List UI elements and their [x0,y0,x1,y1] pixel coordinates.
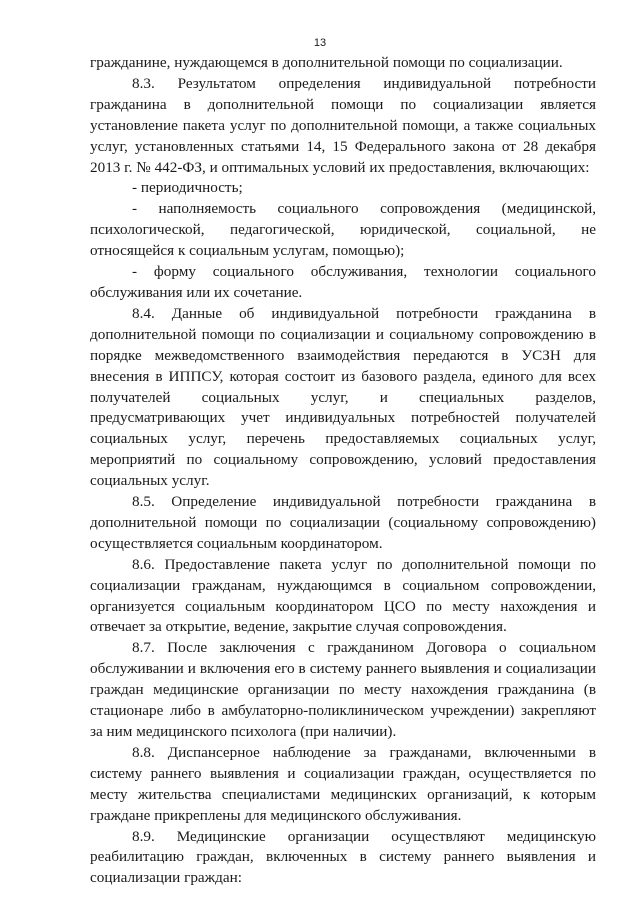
paragraph-8-4: 8.4. Данные об индивидуальной потребности гражданина в дополнительной помощи по социализации и социальному сопровождению в порядке межведомственного взаимодействия передаются в УСЗН для внесения в ИППСУ, которая состоит из базового раздела, единого для всех получателей социальных услуг, и специальных разделов, предусматривающих учет индивидуальных потребностей получателей социальных услуг, перечень предоставляемых социальных услуг, мероприятий по социальному сопровождению, условий предоставления социальных услуг. [90,304,596,490]
page-number: 13 [313,37,327,49]
paragraph-8-8: 8.8. Диспансерное наблюдение за гражданами, включенными в систему раннего выявления и социализации граждан, осуществляется по месту жительства специалистами медицинских организаций, к которым граждане прикреплены для медицинского обслуживания. [90,743,596,824]
list-item-periodicity: - периодичность; [132,179,243,197]
paragraph-continuation: гражданине, нуждающемся в дополнительной помощи по социализации. [90,54,563,71]
paragraph-8-3: 8.3. Результатом определения индивидуальной потребности гражданина в дополнительной помощи по социализации является установление пакета услуг по дополнительной помощи, а также социальных услуг, установленных статьями 14, 15 Федерального закона от 28 декабря 2013 г. № 442-ФЗ, и оптимальных условий их предоставления, включающих: [90,74,596,176]
list-item-support-scope: - наполняемость социального сопровождения (медицинской, психологической, педагогической, юридической, социальной, не относящейся к социальным услугам, помощью); [90,200,596,260]
paragraph-8-9: 8.9. Медицинские организации осуществляют медицинскую реабилитацию граждан, включенных в систему раннего выявления и социализации граждан: [90,827,596,887]
document-body [90,53,596,889]
paragraph-8-7: 8.7. После заключения с гражданином Договора о социальном обслуживании и включения его в систему раннего выявления и социализации граждан медицинские организации по месту нахождения гражданина (в стационаре либо в амбулаторно-поликлиническом учреждении) закрепляют за ним медицинского психолога (при наличии). [90,639,596,740]
list-item-service-form: - форму социального обслуживания, технологии социального обслуживания или их сочетание. [90,263,596,301]
paragraph-8-5: 8.5. Определение индивидуальной потребности гражданина в дополнительной помощи по социализации (социальному сопровождению) осуществляется социальным координатором. [90,493,596,552]
paragraph-8-6: 8.6. Предоставление пакета услуг по дополнительной помощи по социализации гражданам, нуждающимся в социальном сопровождении, организуется социальным координатором ЦСО по месту нахождения и отвечает за открытие, ведение, закрытие случая сопровождения. [90,555,596,636]
